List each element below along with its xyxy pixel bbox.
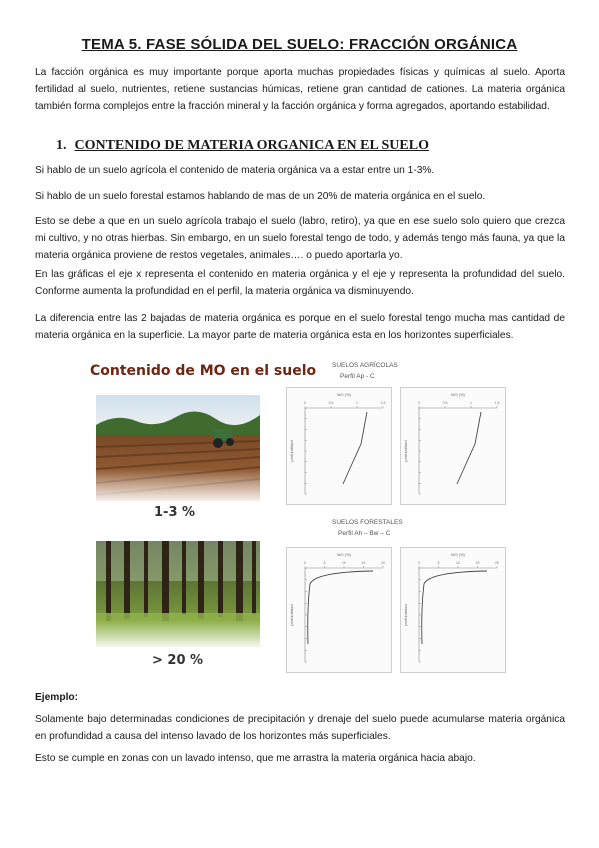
plot-ylabel: profundidad: [289, 604, 294, 626]
plot-x-tick-label: 0: [418, 561, 420, 565]
plot-x-tick-label: 5: [323, 561, 326, 565]
forest-plot-2-svg: [401, 548, 505, 672]
plot-x-tick-label: 15: [475, 561, 480, 565]
agricultural-percentage: 1-3 %: [154, 505, 196, 520]
forest-plot-1-svg: [287, 548, 391, 672]
plot-x-tick-label: 0: [418, 401, 420, 405]
paragraph-explicacion: Esto se debe a que en un suelo agrícola trabajo el suelo (labro, retiro), ya que en ese suelo solo quiero que crezca mi cultivo, y no otras hierbas. Sin embargo, en un suelo forestal tengo de todo, y además tengo más fauna, ya que la materia orgánica proviene de restos vegetales, animales…. o puedo aportarla yo.: [35, 216, 565, 261]
plot-x-tick-label: 1,5: [380, 401, 386, 405]
plot-x-tick-label: 20: [381, 561, 385, 565]
agri-plot-1-svg: [287, 388, 391, 504]
agri-plot-2: [400, 387, 506, 505]
paragraph-forestal: Si hablo de un suelo forestal estamos hablando de mas de un 20% de materia orgánica en el suelo.: [35, 191, 486, 202]
agricultural-field-photo: [96, 395, 260, 501]
page-title: TEMA 5. FASE SÓLIDA DEL SUELO: FRACCIÓN ORGÁNICA: [81, 36, 518, 53]
plot-x-tick-label: 0,5: [442, 401, 448, 405]
forest-plot-1: [286, 547, 392, 673]
paragraph-diferencia: La diferencia entre las 2 bajadas de materia orgánica es porque en el suelo forestal tengo mucha mas cantidad de materia orgánica en la superficie. La mayor parte de materia orgánica esta en los horizontes superficiales.: [35, 313, 565, 341]
plot-x-tick-label: 5: [437, 561, 440, 565]
plot-x-tick-label: 0,5: [328, 401, 334, 405]
forest-group-label: SUELOS FORESTALES: [332, 519, 403, 526]
plot-xlabel: MO (%): [451, 392, 465, 397]
mo-figure: [88, 355, 518, 681]
forest-photo: [96, 541, 260, 647]
ejemplo-paragraph-1: Solamente bajo determinadas condiciones de precipitación y drenaje del suelo puede acumularse materia orgánica en profundidad a causa del intenso lavado de los horizontes más superficiales.: [35, 714, 565, 742]
ejemplo-paragraph-2: Esto se cumple en zonas con un lavado intenso, que me arrastra la materia orgánica hacia abajo.: [35, 753, 476, 764]
plot-x-tick-label: 10: [342, 561, 346, 565]
plot-x-tick-label: 15: [361, 561, 366, 565]
mo-profile-curve: [343, 412, 367, 484]
plot-x-tick-label: 10: [456, 561, 460, 565]
plot-x-tick-label: 1: [356, 401, 358, 405]
plot-ylabel: profundidad: [403, 440, 408, 462]
plot-x-tick-label: 0: [304, 401, 306, 405]
paragraph-graficas: En las gráficas el eje x representa el contenido en materia orgánica y el eje y representa la profundidad del suelo. Conforme aumenta la profundidad en el perfil, la materia orgánica va disminuyendo.: [35, 269, 565, 297]
section-number: 1.: [56, 138, 67, 153]
agri-group-label: SUELOS AGRÍCOLAS: [332, 362, 398, 369]
section-title: CONTENIDO DE MATERIA ORGANICA EN EL SUELO: [74, 138, 429, 153]
plot-ylabel: profundidad: [403, 604, 408, 626]
mo-profile-curve: [457, 412, 481, 484]
plot-xlabel: MO (%): [337, 552, 351, 557]
forest-profile-label: Perfil Ah – Bw – C: [338, 530, 391, 537]
plot-xlabel: MO (%): [337, 392, 351, 397]
plot-x-tick-label: 1: [470, 401, 472, 405]
agri-plot-1: [286, 387, 392, 505]
section-heading: [56, 138, 429, 154]
mo-profile-curve: [422, 571, 487, 644]
plot-xlabel: MO (%): [451, 552, 465, 557]
ejemplo-label: Ejemplo:: [35, 692, 79, 703]
plot-x-tick-label: 20: [495, 561, 499, 565]
plot-x-tick-label: 1,5: [494, 401, 500, 405]
forest-plot-2: [400, 547, 506, 673]
forest-percentage: > 20 %: [152, 653, 204, 668]
paragraph-agricola: Si hablo de un suelo agrícola el contenido de materia orgánica va a estar entre un 1-3%.: [35, 165, 435, 176]
mo-profile-curve: [308, 571, 373, 644]
intro-paragraph: La facción orgánica es muy importante porque aporta muchas propiedades físicas y químicas al suelo. Aporta fertilidad al suelo, nutrientes, retiene sustancias húmicas, retiene gran cantidad de cationes. La materia orgánica también forma complejos entre la fracción mineral y la facción orgánica y forma agregados, aportando estabilidad.: [35, 67, 565, 112]
plot-x-tick-label: 0: [304, 561, 306, 565]
agri-profile-label: Perfil Ap - C: [340, 373, 375, 380]
agri-plot-2-svg: [401, 388, 505, 504]
figure-heading: Contenido de MO en el suelo: [90, 363, 317, 379]
plot-ylabel: profundidad: [289, 440, 294, 462]
